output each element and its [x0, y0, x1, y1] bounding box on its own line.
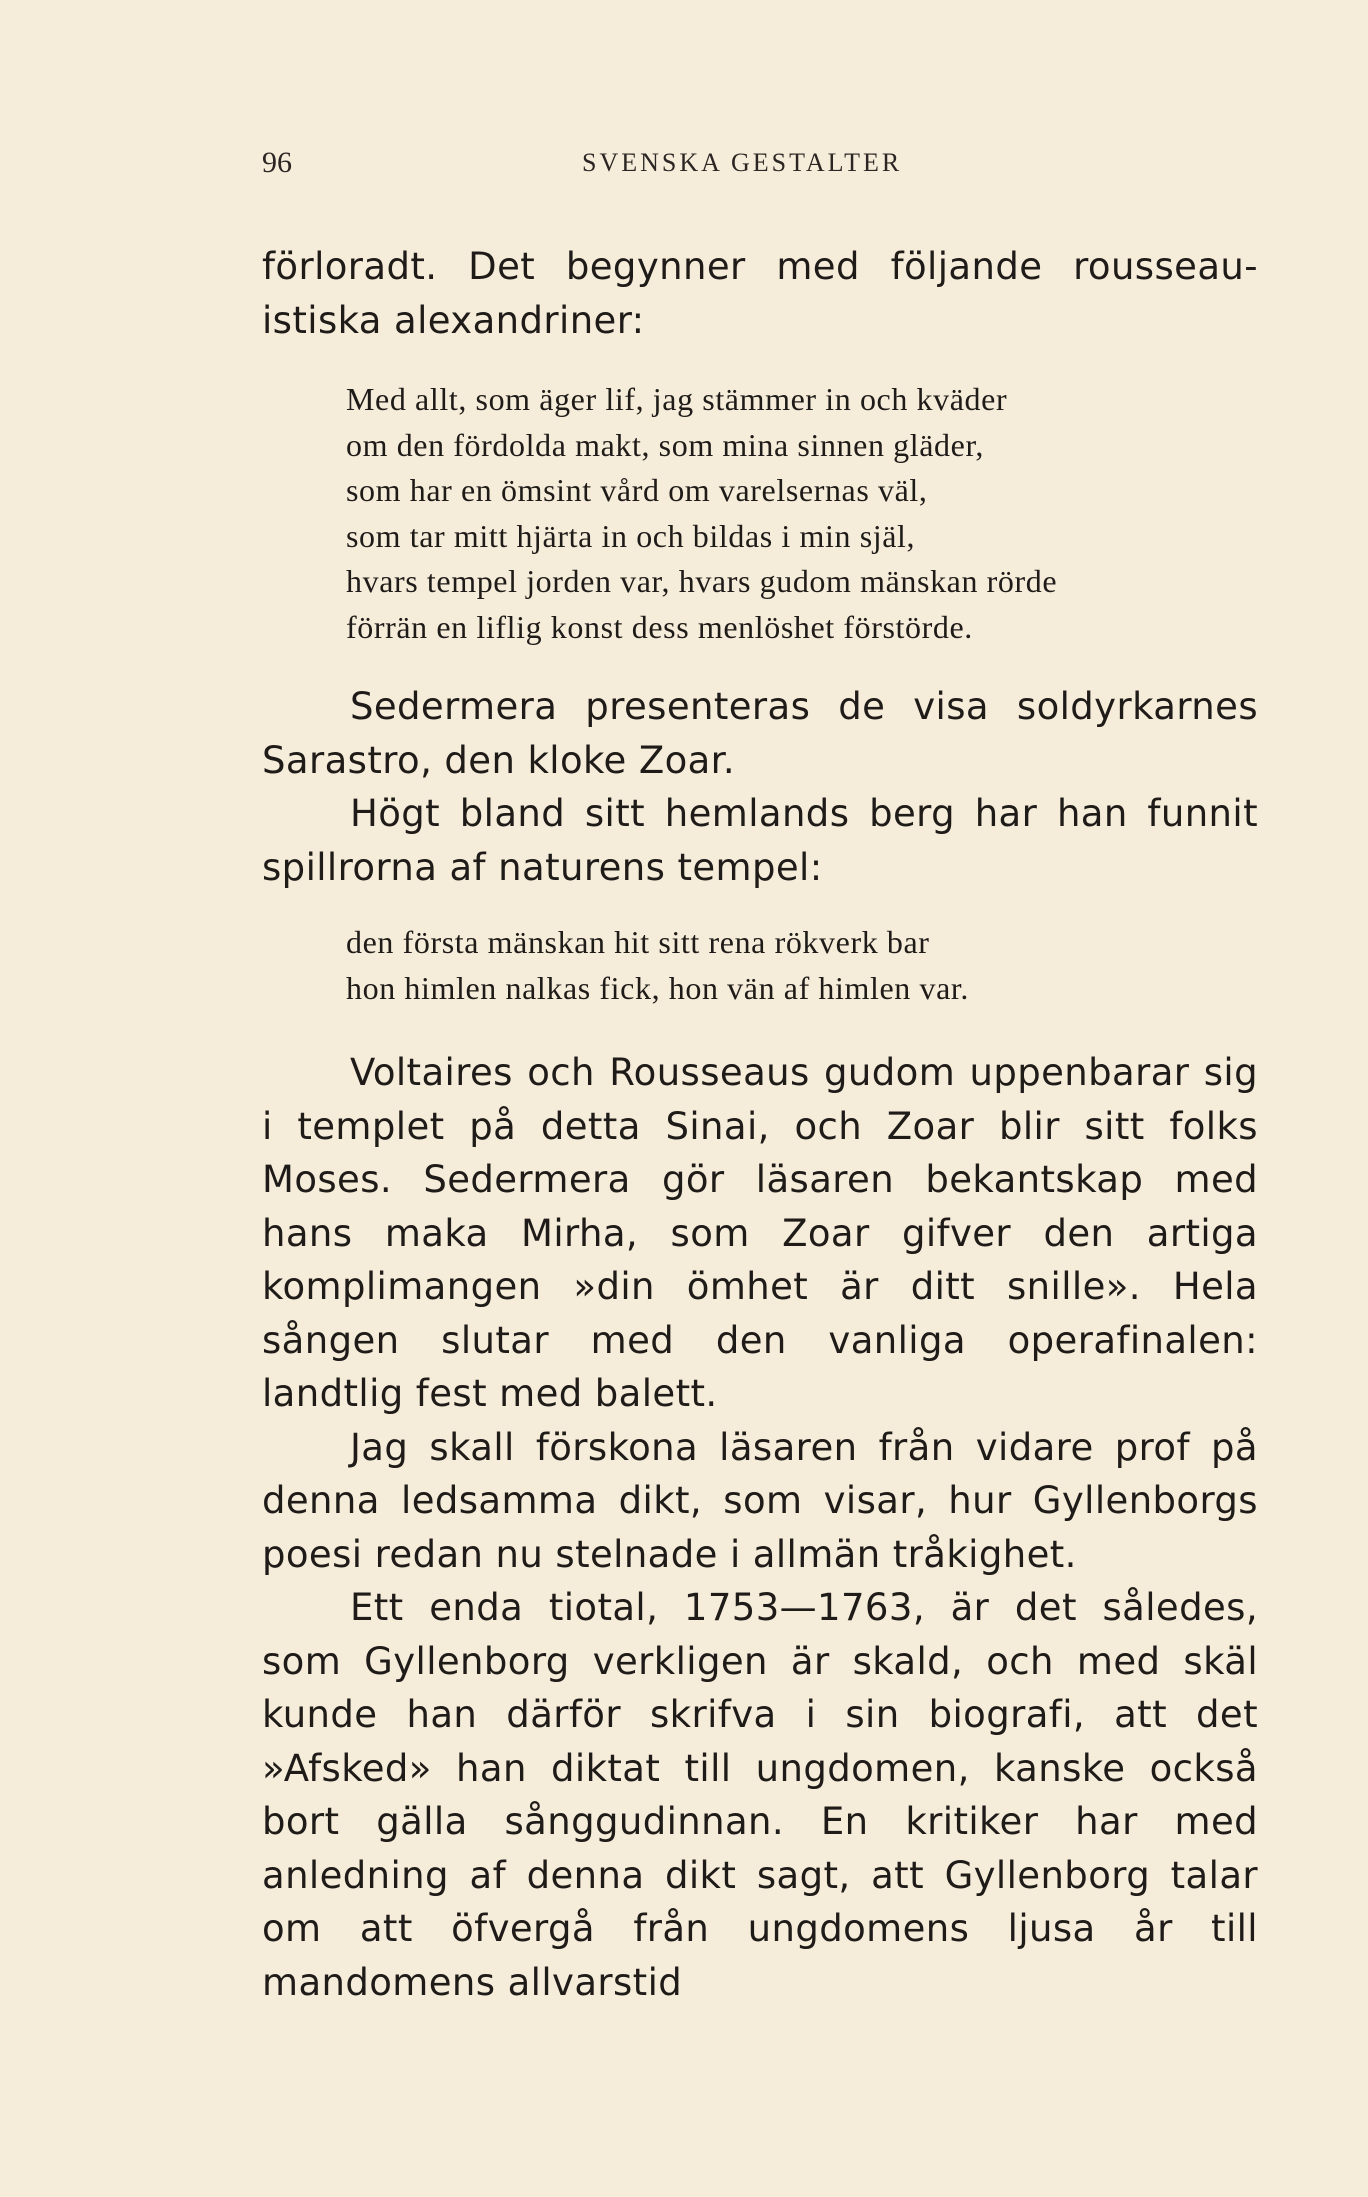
verse-line: som tar mitt hjärta in och bildas i min själ,: [346, 517, 916, 554]
paragraph-forskona: Jag skall förskona läsaren från vidare prof på denna ledsamma dikt, som visar, hur Gyllenborgs poesi redan nu stelnade i allmän tråkighet.: [262, 1425, 1258, 1576]
intro-paragraph: [262, 240, 1258, 347]
intro-line-1: förloradt. Det begynner med följande rousseau-: [262, 245, 1258, 288]
paragraph-hogt: Högt bland sitt hemlands berg har han funnit spillrorna af naturens tempel:: [262, 792, 1258, 889]
paragraph-sarastro: Sedermera presenteras de visa soldyrkarnes Sarastro, den kloke Zoar.: [262, 685, 1258, 782]
page-header: [262, 146, 1258, 186]
verse-line: hon himlen nalkas fick, hon vän af himlen var.: [346, 969, 970, 1006]
verse-line: den första mänskan hit sitt rena rökverk bar: [346, 924, 930, 960]
closing-paragraphs: [262, 1046, 1258, 2009]
verse-quote-2: [346, 920, 1246, 1011]
paragraph-tiotal: Ett enda tiotal, 1753—1763, är det således, som Gyllenborg verkligen är skald, och med skäl kunde han därför skrifva i sin biografi, att det »Afsked» han diktat till ungdomen, kanske också bort gälla sånggudinnan. En kritiker har med anledning af denna dikt sagt, att Gyllenborg talar om att öfvergå från ungdomens ljusa år till mandomens allvarstid: [262, 1586, 1258, 2004]
verse-line: som har en ömsint vård om varelsernas väl,: [346, 472, 928, 508]
paragraph-voltaire: Voltaires och Rousseaus gudom uppenbarar sig i templet på detta Sinai, och Zoar blir sitt folks Moses. Sedermera gör läsaren bekantskap med hans maka Mirha, som Zoar gifver den artiga komplimangen »din ömhet är ditt snille». Hela sången slutar med den vanliga operafinalen: landtlig fest med balett.: [262, 1051, 1258, 1415]
middle-paragraphs: [262, 680, 1258, 894]
page-number: 96: [262, 146, 292, 179]
verse-line: Med allt, som äger lif, jag stämmer in och kväder: [346, 381, 1008, 417]
verse-line: om den fördolda makt, som mina sinnen gläder,: [346, 426, 985, 463]
verse-line: förrän en liflig konst dess menlöshet förstörde.: [346, 608, 973, 645]
intro-line-2: istiska alexandriner:: [262, 298, 645, 342]
verse-line: hvars tempel jorden var, hvars gudom mänskan rörde: [346, 563, 1058, 599]
verse-quote-1: [346, 377, 1246, 650]
running-title: SVENSKA GESTALTER: [582, 148, 903, 177]
